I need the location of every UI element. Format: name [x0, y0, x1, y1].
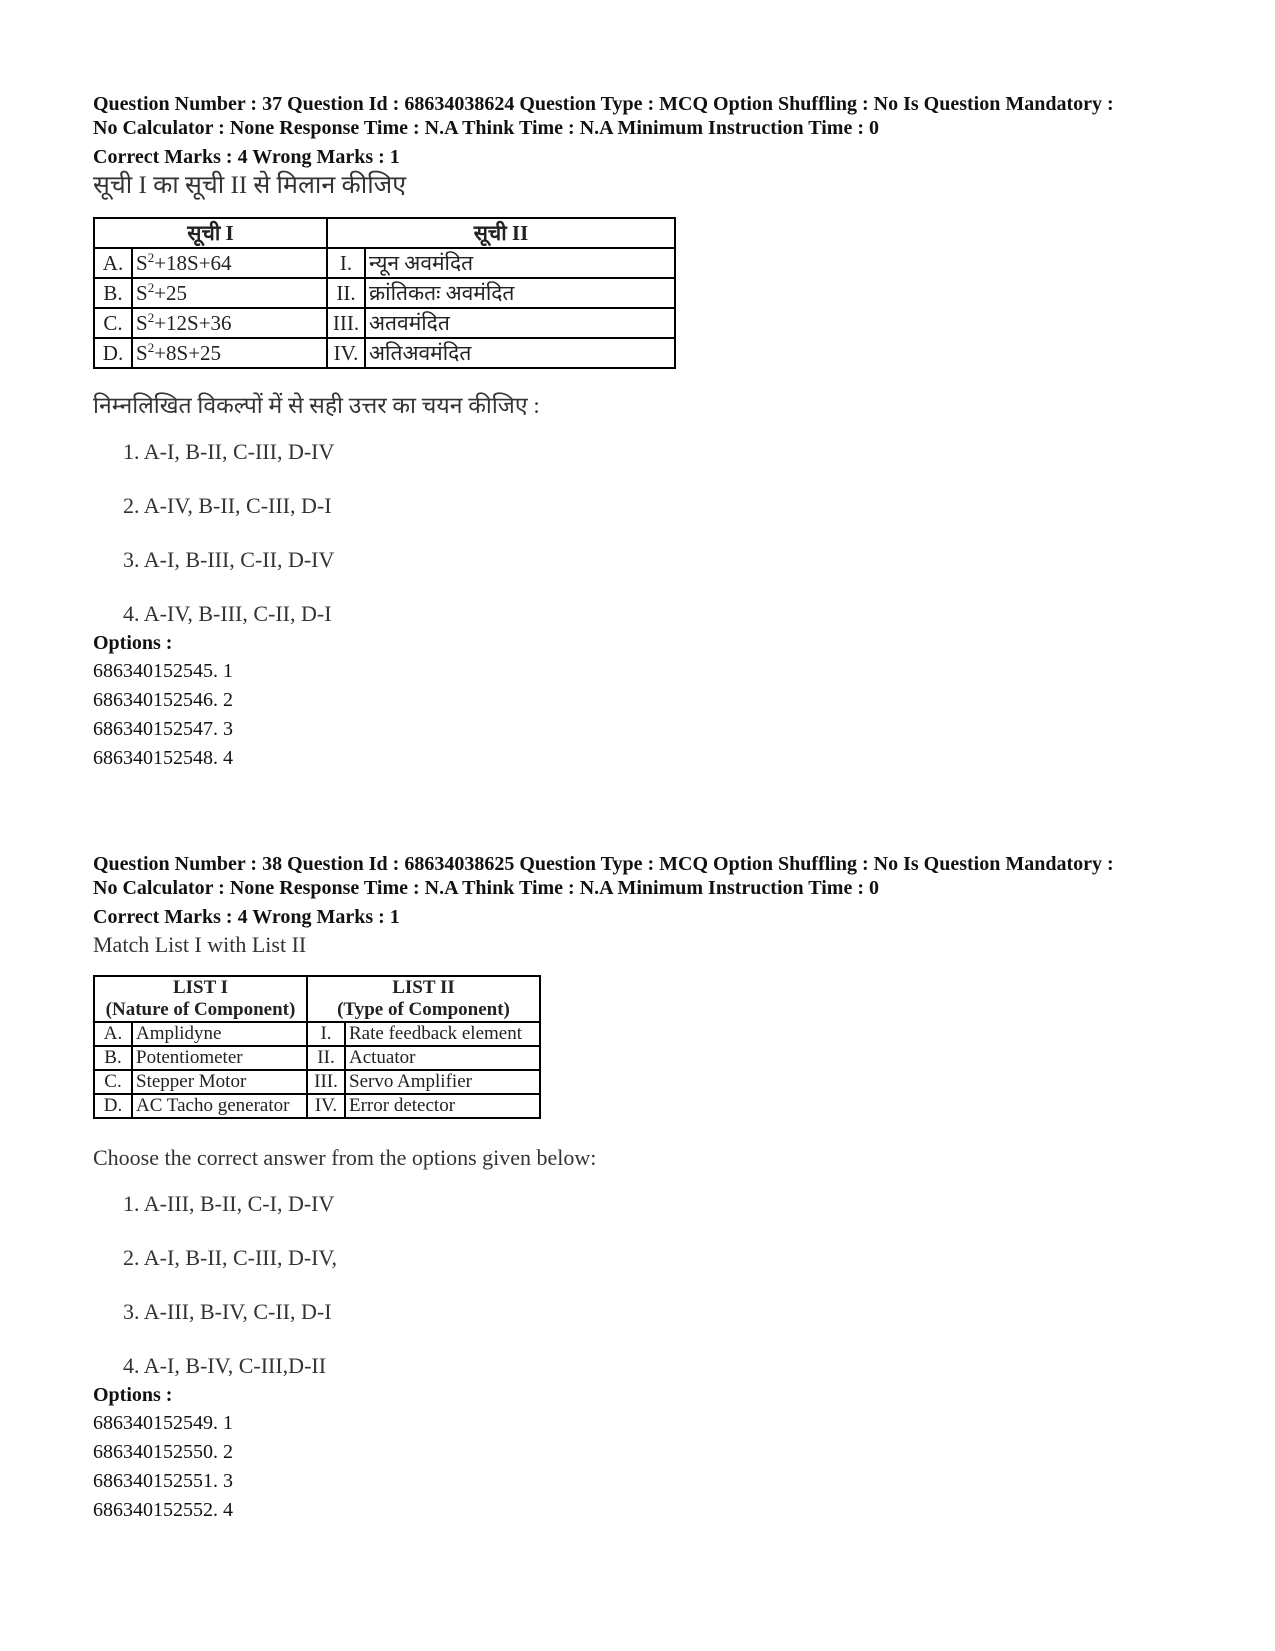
list1-expression: $S^2+25$	[132, 278, 327, 308]
table-row	[94, 248, 675, 278]
list1-key: C.	[94, 1070, 132, 1094]
list2-key: I.	[307, 1022, 345, 1046]
list2-key: III.	[307, 1070, 345, 1094]
list1-key: A.	[94, 248, 132, 278]
list2-value: Servo Amplifier	[345, 1070, 540, 1094]
question-38	[93, 852, 1213, 1525]
option-id: 686340152545. 1	[93, 660, 233, 682]
answer-choice: 3. A-I, B-III, C-II, D-IV	[123, 547, 335, 572]
option-id: 686340152551. 3	[93, 1470, 233, 1492]
options-label: Options :	[93, 1384, 173, 1406]
answer-choice: 4. A-I, B-IV, C-III,D-II	[123, 1353, 327, 1378]
list1-key: B.	[94, 1046, 132, 1070]
question-stem: सूची I का सूची II से मिलान कीजिए	[93, 172, 407, 199]
list1-value: Stepper Motor	[132, 1070, 307, 1094]
list2-header: LIST II (Type of Component)	[307, 976, 540, 1022]
list2-key: II.	[327, 278, 365, 308]
list1-key: B.	[94, 278, 132, 308]
list2-key: III.	[327, 308, 365, 338]
list2-key: II.	[307, 1046, 345, 1070]
list2-value: क्रांतिकतः अवमंदित	[365, 278, 675, 308]
list1-value: AC Tacho generator	[132, 1094, 307, 1118]
table-row	[94, 338, 675, 368]
option-id: 686340152547. 3	[93, 718, 233, 740]
option-id: 686340152549. 1	[93, 1412, 233, 1434]
match-table	[93, 975, 541, 1119]
question-header-line2: No Calculator : None Response Time : N.A Think Time : N.A Minimum Instruction Time : 0	[93, 877, 879, 899]
table-row	[94, 278, 675, 308]
table-row	[94, 308, 675, 338]
list1-expression: $S^2+18S+64$	[132, 248, 327, 278]
list2-value: न्यून अवमंदित	[365, 248, 675, 278]
answer-choice: 3. A-III, B-IV, C-II, D-I	[123, 1299, 332, 1324]
list1-key: C.	[94, 308, 132, 338]
question-header-line1: Question Number : 38 Question Id : 68634038625 Question Type : MCQ Option Shuffling : No Is Question Mandatory :	[93, 853, 1114, 875]
list2-value: Rate feedback element	[345, 1022, 540, 1046]
list2-value: अतिअवमंदित	[365, 338, 675, 368]
choose-instruction: Choose the correct answer from the options given below:	[93, 1145, 597, 1170]
marks-line: Correct Marks : 4 Wrong Marks : 1	[93, 906, 400, 928]
answer-choice: 4. A-IV, B-III, C-II, D-I	[123, 601, 332, 626]
list1-header: सूची I	[94, 218, 327, 248]
question-header-line1: Question Number : 37 Question Id : 68634038624 Question Type : MCQ Option Shuffling : No Is Question Mandatory :	[93, 93, 1114, 115]
question-stem: Match List I with List II	[93, 932, 307, 957]
table-row	[94, 1022, 540, 1046]
option-id: 686340152552. 4	[93, 1499, 233, 1521]
list1-expression: $S^2+8S+25$	[132, 338, 327, 368]
list2-key: I.	[327, 248, 365, 278]
answer-choice: 1. A-III, B-II, C-I, D-IV	[123, 1191, 335, 1216]
option-id: 686340152550. 2	[93, 1441, 233, 1463]
question-37	[93, 92, 1213, 773]
list2-key: IV.	[327, 338, 365, 368]
list1-expression: $S^2+12S+36$	[132, 308, 327, 338]
match-table	[93, 217, 676, 369]
list1-value: Amplidyne	[132, 1022, 307, 1046]
table-row	[94, 1070, 540, 1094]
list1-key: D.	[94, 338, 132, 368]
list2-value: अतवमंदित	[365, 308, 675, 338]
answer-choices	[93, 437, 1213, 629]
list2-value: Actuator	[345, 1046, 540, 1070]
option-id: 686340152546. 2	[93, 689, 233, 711]
table-row	[94, 1094, 540, 1118]
marks-line: Correct Marks : 4 Wrong Marks : 1	[93, 146, 400, 168]
answer-choice: 2. A-I, B-II, C-III, D-IV,	[123, 1245, 338, 1270]
list2-key: IV.	[307, 1094, 345, 1118]
answer-choice: 1. A-I, B-II, C-III, D-IV	[123, 439, 335, 464]
answer-choice: 2. A-IV, B-II, C-III, D-I	[123, 493, 332, 518]
table-row	[94, 1046, 540, 1070]
list1-value: Potentiometer	[132, 1046, 307, 1070]
question-header-line2: No Calculator : None Response Time : N.A Think Time : N.A Minimum Instruction Time : 0	[93, 117, 879, 139]
options-label: Options :	[93, 632, 173, 654]
option-id: 686340152548. 4	[93, 747, 233, 769]
choose-instruction: निम्नलिखित विकल्पों में से सही उत्तर का चयन कीजिए :	[93, 393, 540, 418]
answer-choices	[93, 1189, 1213, 1381]
list2-header: सूची II	[327, 218, 675, 248]
list1-header: LIST I (Nature of Component)	[94, 976, 307, 1022]
list1-key: D.	[94, 1094, 132, 1118]
list2-value: Error detector	[345, 1094, 540, 1118]
list1-key: A.	[94, 1022, 132, 1046]
